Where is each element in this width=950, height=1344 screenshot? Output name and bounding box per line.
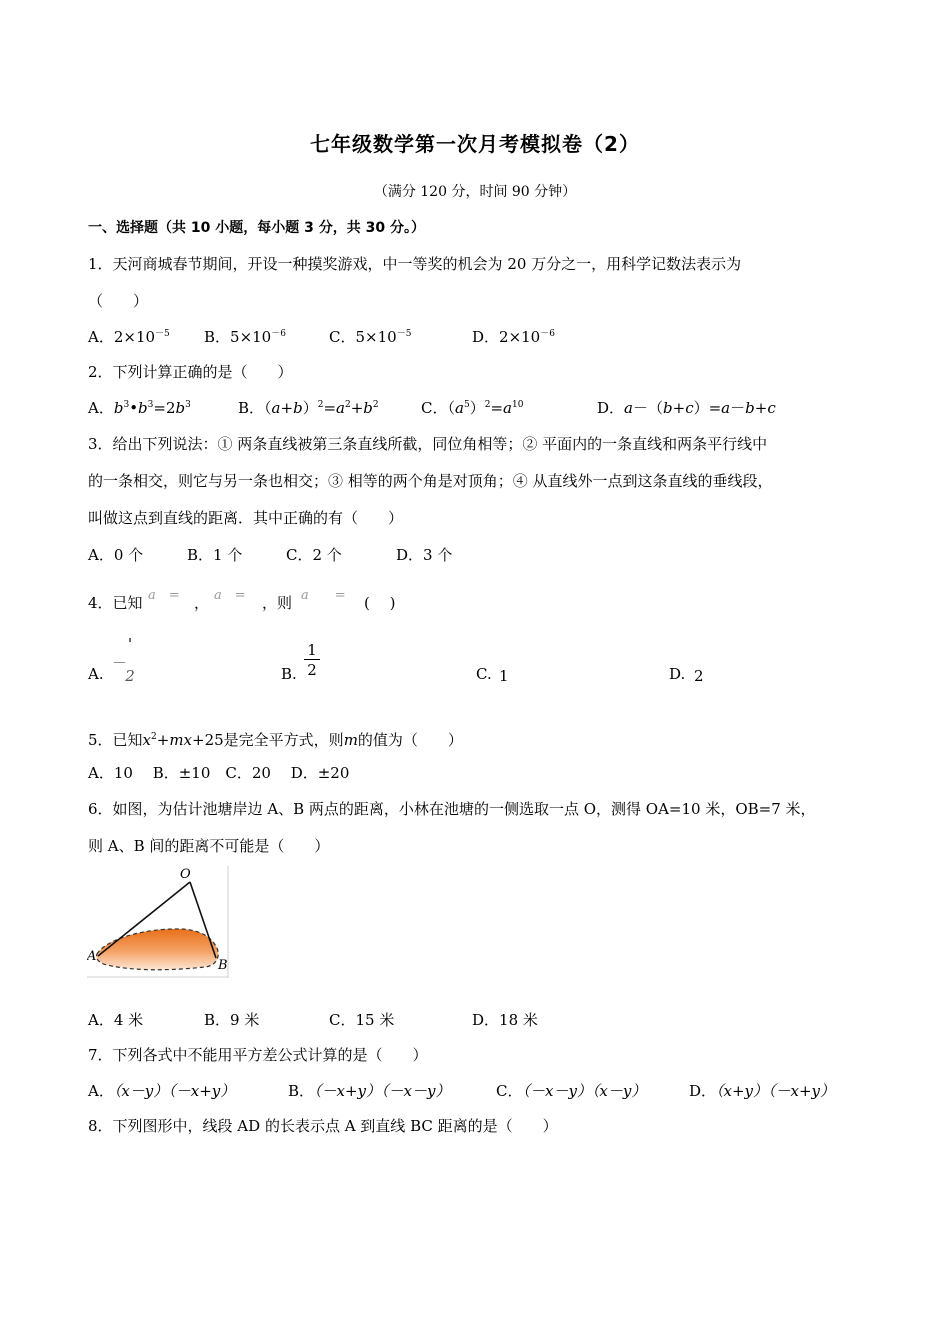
question-3-line-3: 叫做这点到直线的距离．其中正确的有（ ） [88, 509, 404, 527]
q4-option-a-sign: － [112, 654, 128, 672]
pond-shape [96, 929, 218, 970]
question-8-text: 8．下列图形中，线段 AD 的长表示点 A 到直线 BC 距离的是（ ） [88, 1117, 558, 1135]
q7-option-a: A．（x－y）（－x+y） [88, 1082, 236, 1100]
q4-option-b-fraction: $\frac{1}{2}$ [304, 641, 320, 680]
label-b: B [218, 958, 228, 973]
question-3-line-2: 的一条相交，则它与另一条也相交；③ 相等的两个角是对顶角；④ 从直线外一点到这条直线的垂线段， [88, 472, 773, 490]
q3-option-b: B．1 个 [187, 546, 243, 564]
q2-option-c: C．$(a^5)^2=a^{10}$ [421, 399, 524, 417]
q6-option-b: B．9 米 [204, 1011, 260, 1029]
q6-option-c: C．15 米 [329, 1011, 395, 1029]
q7-option-b: B．（－x+y）（－x－y） [288, 1082, 451, 1100]
pond-triangle-figure [87, 866, 230, 978]
question-7-text: 7．下列各式中不能用平方差公式计算的是（ ） [88, 1046, 428, 1064]
q4-option-a-fraction: ' 2 [125, 635, 135, 685]
page-title: 七年级数学第一次月考模拟卷（2） [310, 132, 640, 156]
q6-option-d: D．18 米 [472, 1011, 538, 1029]
q4-comma: ， [194, 594, 210, 612]
section-heading: 一、选择题（共 10 小题，每小题 3 分，共 30 分。） [88, 220, 425, 236]
q3-option-a: A．0 个 [88, 546, 144, 564]
q4-then: ，则 [262, 594, 293, 612]
q4-paren: ( ) [364, 594, 396, 612]
q2-option-d: D．a－（b+c）=a－b+c [597, 399, 776, 417]
q2-option-b: B．$(a+b)^2=a^2+b^2$ [238, 399, 379, 417]
q3-option-c: C．2 个 [286, 546, 342, 564]
q7-option-d: D．（x+y）（－x+y） [689, 1082, 836, 1100]
q4-option-b-label: B. [281, 665, 297, 683]
q4-given-1: a = [148, 588, 180, 603]
q1-option-c: C．$5\times 10^{-5}$ [329, 328, 412, 346]
question-1-paren: （ ） [88, 292, 149, 310]
q1-option-b: B．$5\times 10^{-6}$ [204, 328, 286, 346]
q1-option-d: D．$2\times 10^{-6}$ [472, 328, 555, 346]
question-6-line-2: 则 A、B 间的距离不可能是（ ） [88, 837, 330, 855]
q1-option-a: A．$2\times 10^{-5}$ [88, 328, 170, 346]
q4-given-3: a = [301, 588, 346, 603]
question-6-line-1: 6．如图，为估计池塘岸边 A、B 两点的距离，小林在池塘的一侧选取一点 O，测得 OA=10 米，OB=7 米， [88, 800, 816, 818]
question-3-line-1: 3．给出下列说法：① 两条直线被第三条直线所截，同位角相等；② 平面内的一条直线和两条平行线中 [88, 435, 768, 453]
q6-option-a: A．4 米 [88, 1011, 144, 1029]
q5-options: A．10 B．±10 C．20 D．±20 [88, 764, 350, 782]
question-2-text: 2．下列计算正确的是（ ） [88, 363, 293, 381]
q4-given-2: a = [214, 588, 246, 603]
q7-option-c: C．（－x－y）（x－y） [496, 1082, 647, 1100]
question-1-text: 1．天河商城春节期间，开设一种摸奖游戏，中一等奖的机会为 20 万分之一，用科学记数法表示为 [88, 255, 742, 273]
q3-option-d: D．3 个 [396, 546, 453, 564]
exam-info: （满分 120 分，时间 90 分钟） [373, 184, 577, 200]
q2-option-a: A．$b^3•b^3=2b^3$ [88, 399, 191, 417]
label-o: O [180, 867, 191, 882]
q4-option-c-label: C. [476, 665, 492, 683]
question-5-text: 5．已知$x^2+mx+25$是完全平方式，则m的值为（ ） [88, 731, 463, 749]
question-4-prefix: 4．已知 [88, 594, 143, 612]
q4-option-a-label: A. [88, 665, 104, 683]
q4-option-d-label: D. [669, 665, 686, 683]
q4-option-c-value: 1 [499, 667, 509, 685]
label-a: A [87, 949, 97, 964]
q4-option-d-value: 2 [694, 667, 704, 685]
